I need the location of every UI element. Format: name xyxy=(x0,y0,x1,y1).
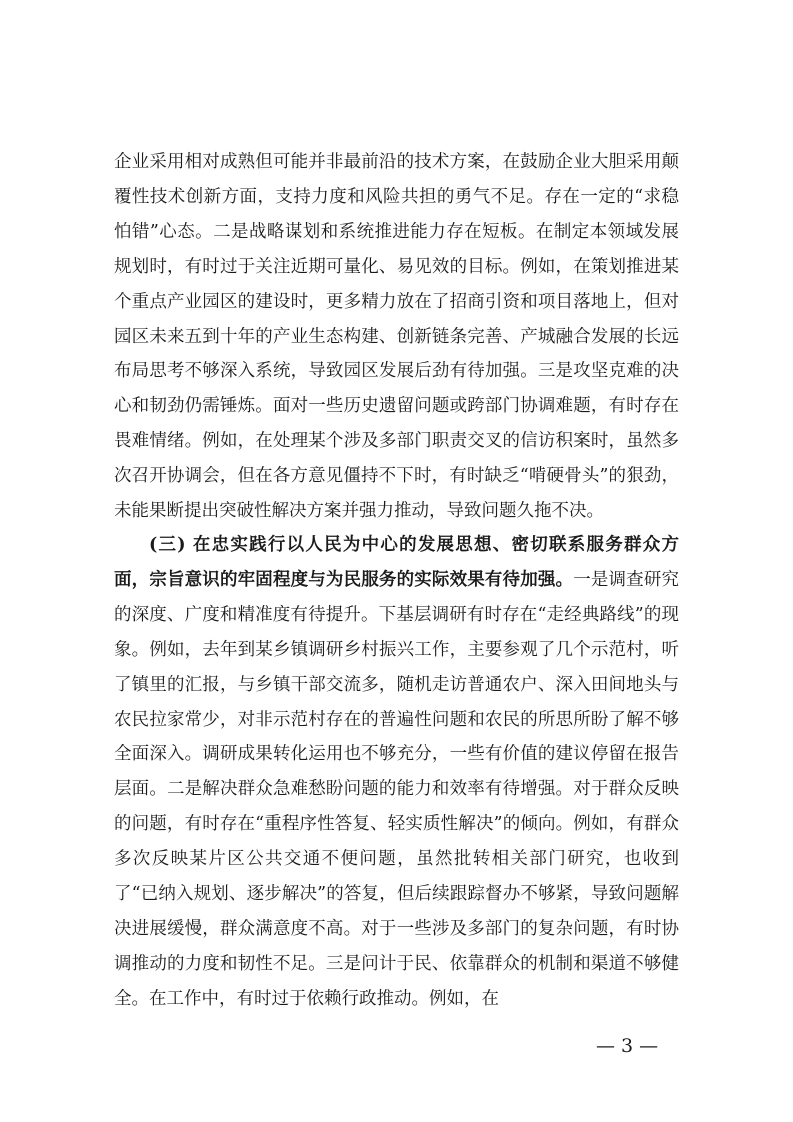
section-heading-3: (三) 在忠实践行以人民为中心的发展思想、密切联系服务群众方面，宗旨意识的牢固程度与为民服务的实际效果有待加强。 xyxy=(114,535,679,590)
page-number: — 3 — xyxy=(596,1035,659,1057)
section-body-3: 一是调查研究的深度、广度和精准度有待提升。下基层调研有时存在“走经典路线”的现象。例如，去年到某乡镇调研乡村振兴工作，主要参观了几个示范村，听了镇里的汇报，与乡镇干部交流多，随机走访普通农户、深入田间地头与农民拉家常少，对非示范村存在的普遍性问题和农民的所思所盼了解不够全面深入。调研成果转化运用也不够充分，一些有价值的建议停留在报告层面。二是解决群众急难愁盼问题的能力和效率有待增强。对于群众反映的问题，有时存在“重程序性答复、轻实质性解决”的倾向。例如，有群众多次反映某片区公共交通不便问题，虽然批转相关部门研究，也收到了“已纳入规划、逐步解决”的答复，但后续跟踪督办不够紧，导致问题解决进展缓慢，群众满意度不高。对于一些涉及多部门的复杂问题，有时协调推动的力度和韧性不足。三是问计于民、依靠群众的机制和渠道不够健全。在工作中，有时过于依赖行政推动。例如，在 xyxy=(114,569,680,1009)
body-paragraph-2 xyxy=(114,528,679,1017)
body-paragraph-1: 企业采用相对成熟但可能并非最前沿的技术方案，在鼓励企业大胆采用颠覆性技术创新方面，支持力度和风险共担的勇气不足。存在一定的“求稳怕错”心态。二是战略谋划和系统推进能力存在短板。在制定本领域发展规划时，有时过于关注近期可量化、易见效的目标。例如，在策划推进某个重点产业园区的建设时，更多精力放在了招商引资和项目落地上，但对园区未来五到十年的产业生态构建、创新链条完善、产城融合发展的长远布局思考不够深入系统，导致园区发展后劲有待加强。三是攻坚克难的决心和韧劲仍需锤炼。面对一些历史遗留问题或跨部门协调难题，有时存在畏难情绪。例如，在处理某个涉及多部门职责交叉的信访积案时，虽然多次召开协调会，但在各方意见僵持不下时，有时缺乏“啃硬骨头”的狠劲，未能果断提出突破性解决方案并强力推动，导致问题久拖不决。 xyxy=(114,152,679,522)
